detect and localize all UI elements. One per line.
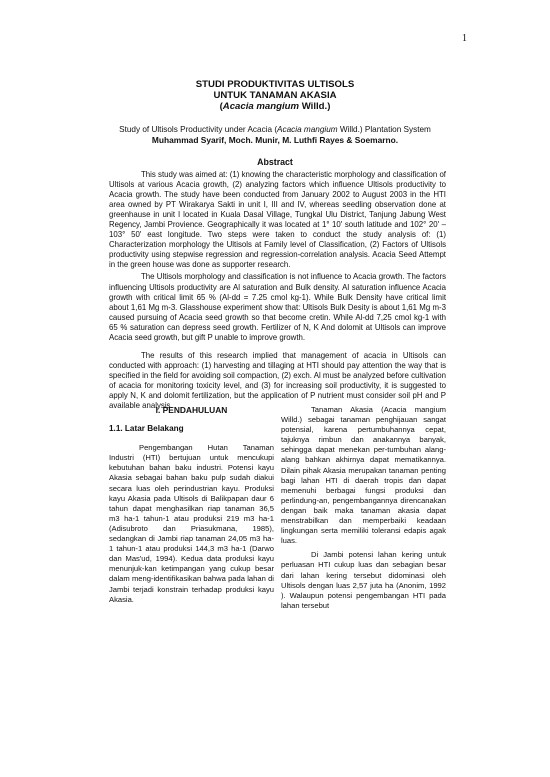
right-paragraph-1: Tanaman Akasia (Acacia mangium Willd.) sebagai tanaman penghijauan sangat potensial, karena pertumbuhannya cepat, tajuknya rimbun dan anakannya banyak, sehingga dapat menekan per-tumbuhan alang-alang bahkan akhirnya dapat mematikannya. Dilain pihak Akasia merupakan tanaman penting bagi lahan HTI di daerah tropis dan dapat memenuhi berbagai fungsi produksi dan perlindung-an, pengembangannya direncanakan dengan baik maka tanaman akasia dapat menstrabilkan dan memperbaiki keadaan lingkungan serta memiliki toleransi edapis agak luas. xyxy=(281,405,446,546)
subtitle-pre: Study of Ultisols Productivity under Acacia ( xyxy=(119,125,278,134)
abstract-paragraph-2: The Ultisols morphology and classification is not influence to Acacia growth. The factors influencing Ultisols productivity are Al saturation and Bulk density. Al saturation influence Acacia growth with critical limit 65 % (Al-dd = 7.25 cmol kg-1). While Bulk Density have critical limit about 1,61 Mg m-3. Glasshouse experiment show that: Ultisols Bulk Desity is about 1,61 Mg m-3 caused pursuing of Acacia seed growth so that become cretin. While Al-dd 7,25 cmol kg-1 with 65 % saturation can depress seed growth. Fertilizer of N, K And dolomit at Ultisols can improve Acacia seed growth, but gift P unable to improve growth. xyxy=(109,272,446,342)
subtitle-post: Willd.) Plantation System xyxy=(337,125,431,134)
english-subtitle xyxy=(0,124,550,135)
title-paren-open: ( xyxy=(219,101,223,112)
authors: Muhammad Syarif, Moch. Munir, M. Luthfi Rayes & Soemarno. xyxy=(151,135,399,145)
right-column xyxy=(281,405,446,611)
title-paren-close: ) xyxy=(327,101,331,112)
abstract-paragraph-3: The results of this research implied that management of acacia in Ultisols can conducted with approach: (1) harvesting and tillaging at HTI should pay attention the way that is specified in the field for avoiding soil compaction, (2) exch. Al must be analyzed before cultivation of acacia for monitoring toxicity level, and (3) for increasing soil productivity, it is suggested to apply N, K and dolomit fertilization, but the application of P nutrient must consider soil pH and P available analysis. xyxy=(109,350,446,411)
abstract-heading: Abstract xyxy=(257,157,293,167)
title-author: Willd. xyxy=(299,101,328,112)
page-number: 1 xyxy=(462,33,467,44)
left-paragraph-1: Pengembangan Hutan Tanaman Industri (HTI) bertujuan untuk mencukupi kebutuhan bahan baku industri. Potensi kayu Akasia sebagai bahan baku pulp sudah diakui secara luas oleh perindustrian kayu. Produksi kayu Akasia pada Ultisols di Balikpapan daur 6 tahun dapat menghasilkan riap tanaman 36,5 m3 ha-1 tahun-1 atau produksi 219 m3 ha-1 (Adisubroto dan Priasukmana, 1985), sedangkan di Jambi riap tanaman 24,05 m3 ha-1 tahun-1 atau produksi 144,3 m3 ha-1 (Darwo dan Mas'ud, 1994). Kedua data produksi kayu menunjuk-kan ketimpangan yang cukup besar dalam meng-identifikasikan bahwa pada lahan di Jambi terjadi konstrain terhadap produksi kayu Akasia. xyxy=(109,443,274,604)
title-species: Acacia mangium xyxy=(222,101,300,112)
abstract-body xyxy=(109,170,446,413)
title-line-2: UNTUK TANAMAN AKASIA xyxy=(213,90,337,101)
right-paragraph-2: Di Jambi potensi lahan kering untuk perluasan HTI cukup luas dan sebagian besar dari lahan kering tersebut didominasi oleh Ultisols dengan luas 2,57 juta ha (Anonim, 1992 ). Walaupun potensi pengembangan HTI pada lahan tersebut xyxy=(281,550,446,610)
title-line-3 xyxy=(0,101,550,112)
abstract-paragraph-1: This study was aimed at: (1) knowing the characteristic morphology and classification of Ultisols at various Acacia growth, (2) analyzing factors which influence Ultisols productivity to Acacia growth. The study have been conducted from January 2002 to August 2003 in the HTI area owned by PT Wirakarya Sakti in unit I, III and IV, whereas seedling observation done at greenhause in unit I located in Kuala Dasal Village, Tungkal Ulu District, Tanjung Jabung West Regency, Jambi Provience. Geographically it was located at 1° 10' south latitude and 102° 20' – 103° 50' east longitude. Two steps were taken to conduct the study analysis of: (1) Characterization morphology the Ultisols at Family level of Classification, (2) Factors of Ultisols productivity using stepwise regression and regression-correlation analysis. Acacia Seed Attempt in the green house was done as supporter research. xyxy=(109,170,446,270)
section-heading: I. PENDAHULUAN xyxy=(155,405,228,415)
subtitle-species: Acacia mangium xyxy=(277,125,338,134)
title-line-1: STUDI PRODUKTIVITAS ULTISOLS xyxy=(195,79,355,90)
subsection-heading: 1.1. Latar Belakang xyxy=(109,424,184,434)
left-column xyxy=(109,405,274,605)
